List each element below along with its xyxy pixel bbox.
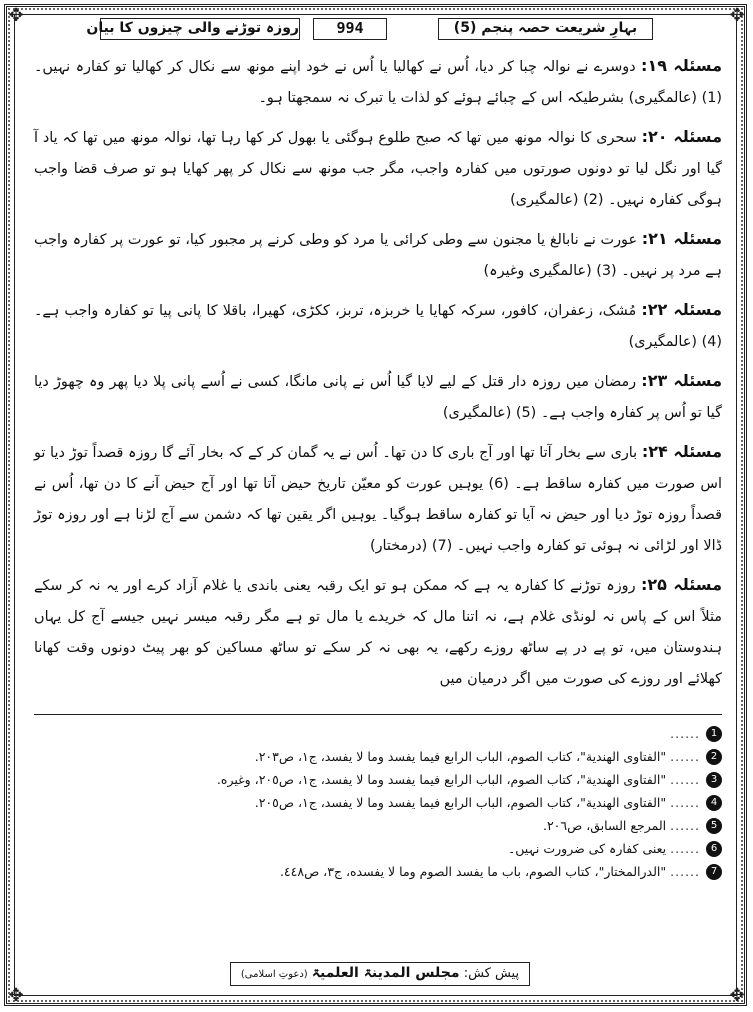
footnote-text: المرجع السابق، ص٢٠٦.: [542, 818, 667, 833]
book-title: بہارِ شریعت حصہ پنجم (5): [438, 18, 653, 40]
corner-ornament-icon: ✥: [729, 985, 745, 1006]
footnote-number: 6: [706, 841, 722, 857]
masala-paragraph: [34, 294, 722, 358]
footnote-text: "الدرالمختار"، كتاب الصوم، باب ما يفسد الصوم وما لا يفسده، ج٣، ص٤٤٨.: [279, 864, 667, 879]
publisher-footer: [230, 962, 530, 986]
footnote-item: [34, 814, 722, 837]
footnote-text: "الفتاوى الهندية"، كتاب الصوم، الباب الرابع فيما يفسد وما لا يفسد، ج١، ص٢٠٥، وغيره.: [216, 772, 667, 787]
publisher-sub: (دعوتِ اسلامی): [240, 969, 308, 980]
masala-paragraph: [34, 569, 722, 695]
footnote-item: [34, 722, 722, 745]
footnote-item: [34, 860, 722, 883]
masala-label: مسئلہ ۲۲:: [641, 300, 722, 319]
footnote-item: [34, 745, 722, 768]
masala-text: روزہ توڑنے کا کفارہ یہ ہے کہ ممکن ہو تو ایک رقبہ یعنی باندی یا غلام آزاد کرے اور یہ نہ کر سکے مثلاً اس کے پاس نہ لونڈی غلام ہے، نہ اتنا مال کہ خریدے یا مال تو ہے مگر رقبہ میسر نہیں جیسے آج کل یہاں ہندوستان میں، تو پے در پے ساٹھ روزے رکھے، یہ بھی نہ کر سکے تو ساٹھ مساکین کو بھر پیٹ دونوں وقت کھانا کھلائے اور روزے کی صورت میں اگر درمیان میں: [34, 578, 722, 687]
masala-paragraph: [34, 365, 722, 429]
corner-ornament-icon: ✥: [729, 5, 745, 26]
masala-text: عورت نے نابالغ یا مجنون سے وطی کرائی یا مرد کو وطی کرنے پر مجبور کیا، تو عورت پر کفارہ واجب ہے مرد پر نہیں۔ (3) (عالمگیری وغیرہ): [34, 232, 722, 279]
footnote-item: [34, 768, 722, 791]
footnote-number: 7: [706, 864, 722, 880]
footnote-text: "الفتاوى الهندية"، كتاب الصوم، الباب الرابع فيما يفسد وما لا يفسد، ج١، ص٢٠٥.: [254, 795, 667, 810]
masala-text: باری سے بخار آتا تھا اور آج باری کا دن تھا۔ اُس نے یہ گمان کر کے کہ بخار آئے گا روزہ قصداً توڑ دیا تو اس صورت میں کفارہ ساقط ہے۔ (6) یوہیں عورت کو معیّن تاریخ حیض آتا تھا اور آج حیض آنے کا دن تھا، اُس نے قصداً روزہ توڑ دیا اور حیض نہ آیا تو کفارہ ساقط ہوگیا۔ یوہیں اگر یقین تھا کہ دشمن سے آج لڑنا ہے اور روزہ توڑ ڈالا اور لڑائی نہ ہوئی تو کفارہ واجب نہیں۔ (7) (درمختار): [34, 445, 722, 554]
masala-label: مسئلہ ۲۰:: [641, 127, 722, 146]
footer-prefix: پیش کش:: [463, 966, 520, 981]
masala-text: دوسرے نے نوالہ چبا کر دیا، اُس نے کھالیا یا اُس نے خود اپنے مونھ سے نکال کر کھالیا تو کفارہ نہیں۔ (1) (عالمگیری) بشرطیکہ اس کے چبائے ہوئے کو لذات یا تبرک نہ سمجھتا ہو۔: [34, 59, 722, 106]
masala-text: رمضان میں روزہ دار قتل کے لیے لایا گیا اُس نے پانی مانگا، کسی نے اُسے پانی پلا دیا پھر وہ چھوڑ دیا گیا تو اُس پر کفارہ واجب ہے۔ (5) (عالمگیری): [34, 374, 722, 421]
corner-ornament-icon: ✥: [8, 5, 24, 26]
chapter-title: روزہ توڑنے والی چیزوں کا بیان: [100, 18, 300, 40]
footnote-dots: ......: [670, 818, 700, 833]
masala-label: مسئلہ ۲۱:: [641, 229, 722, 248]
footnote-number: 1: [706, 726, 722, 742]
footnote-dots: ......: [670, 841, 700, 856]
footnote-dots: ......: [670, 749, 700, 764]
footnote-item: [34, 837, 722, 860]
publisher-name: مجلس المدینۃ العلمیۃ: [311, 965, 460, 981]
footnote-number: 4: [706, 795, 722, 811]
masala-text: مُشک، زعفران، کافور، سرکہ کھایا یا خربزہ، تربز، ککڑی، کھیرا، باقلا کا پانی پیا تو کفارہ واجب ہے۔ (4) (عالمگیری): [34, 303, 722, 350]
footnote-separator: [34, 714, 722, 715]
footnote-item: [34, 791, 722, 814]
masala-paragraph: [34, 223, 722, 287]
footnote-dots: ......: [670, 795, 700, 810]
footnote-number: 2: [706, 749, 722, 765]
corner-ornament-icon: ✥: [8, 985, 24, 1006]
footnote-number: 3: [706, 772, 722, 788]
masala-label: مسئلہ ۲۳:: [641, 371, 722, 390]
main-text: [34, 50, 722, 702]
masala-paragraph: [34, 436, 722, 562]
masala-label: مسئلہ ۲۵:: [641, 575, 722, 594]
footnote-dots: ......: [670, 772, 700, 787]
masala-text: سحری کا نوالہ مونھ میں تھا کہ صبح طلوع ہوگئی یا بھول کر کھا رہا تھا، نوالہ مونھ میں تھا کہ یاد آ گیا اور نگل لیا تو دونوں صورتوں میں کفارہ واجب، مگر جب مونھ سے نکال کر پھر کھایا ہو تو صرف قضا واجب ہوگی کفارہ نہیں۔ (2) (عالمگیری): [34, 130, 722, 208]
page-number: 994: [313, 18, 387, 40]
footnote-text: "الفتاوى الهندية"، كتاب الصوم، الباب الرابع فيما يفسد وما لا يفسد، ج١، ص٢٠٣.: [254, 749, 667, 764]
footnote-text: یعنی کفارہ کی ضرورت نہیں۔: [507, 841, 667, 856]
masala-paragraph: [34, 50, 722, 114]
footnote-dots: ......: [670, 726, 700, 741]
footnote-dots: ......: [670, 864, 700, 879]
page-header: [86, 16, 653, 42]
masala-label: مسئلہ ۲۴:: [641, 442, 722, 461]
masala-paragraph: [34, 121, 722, 216]
footnotes: [34, 722, 722, 883]
masala-label: مسئلہ ۱۹:: [641, 56, 722, 75]
footnote-number: 5: [706, 818, 722, 834]
